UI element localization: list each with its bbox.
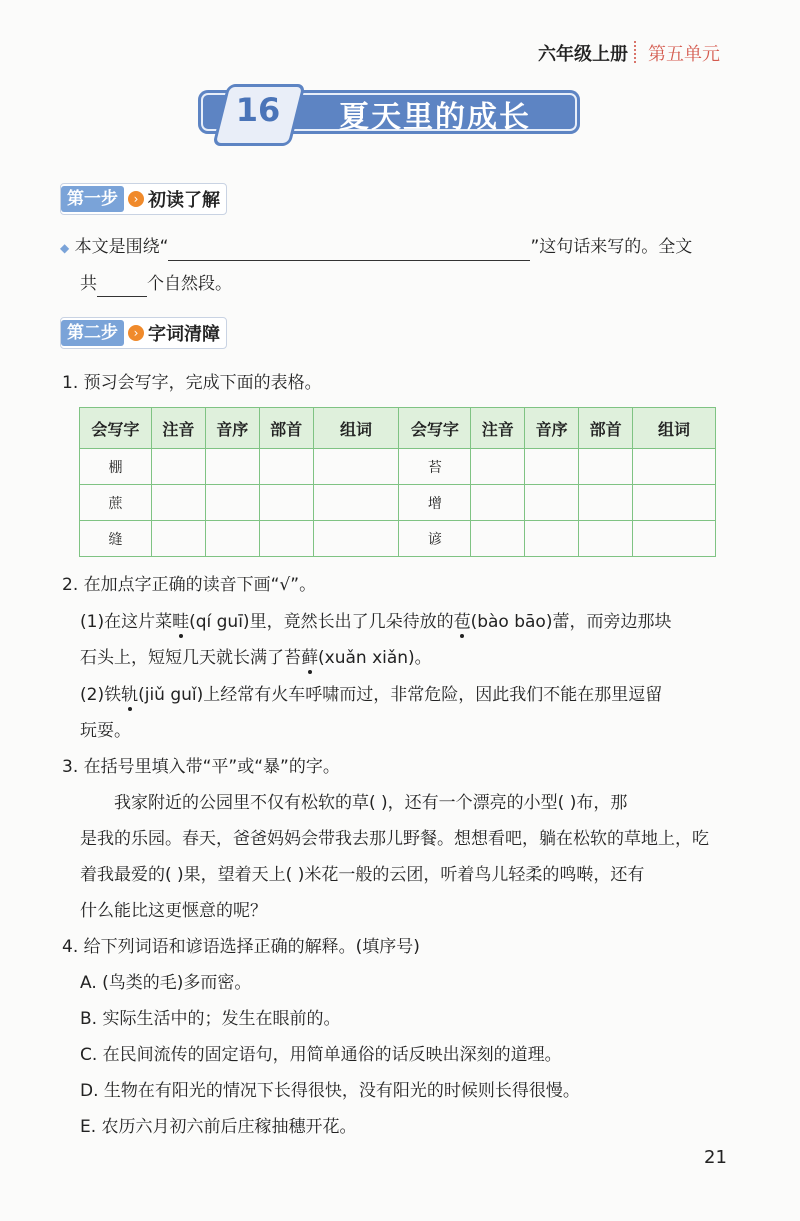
answer-cell[interactable] (205, 485, 259, 521)
answer-cell[interactable] (151, 521, 205, 557)
q4-option: C. 在民间流传的固定语句，用简单通俗的话反映出深刻的道理。 (80, 1045, 562, 1065)
chevron-right-icon: › (128, 191, 144, 207)
step2-tag: 第二步 (61, 320, 124, 346)
dotted-char: 畦 (172, 612, 190, 632)
answer-cell[interactable] (313, 449, 399, 485)
table-header-cell: 组词 (313, 408, 399, 449)
step1-header (60, 183, 227, 215)
table-row (80, 449, 716, 485)
table-header-cell: 会写字 (80, 408, 152, 449)
q4-option: A. (鸟类的毛)多而密。 (80, 973, 252, 993)
step1-label: 初读了解 (148, 190, 220, 211)
q4-option: D. 生物在有阳光的情况下长得很快，没有阳光的时候则长得很慢。 (80, 1081, 580, 1101)
q3-passage-line2: 是我的乐园。春天，爸爸妈妈会带我去那儿野餐。想想看吧，躺在松软的草地上，吃 (80, 829, 709, 849)
q4-prompt: 4. 给下列词语和谚语选择正确的解释。(填序号) (62, 937, 420, 957)
answer-cell[interactable] (525, 521, 579, 557)
q3-passage-line3: 着我最爱的( )果，望着天上( )米花一般的云团，听着鸟儿轻柔的鸣啭，还有 (80, 865, 645, 885)
answer-cell[interactable] (471, 449, 525, 485)
answer-cell[interactable] (259, 521, 313, 557)
table-header-cell: 音序 (525, 408, 579, 449)
answer-cell[interactable] (259, 485, 313, 521)
step1-tag: 第一步 (61, 186, 124, 212)
q2-item1-line1: (1)在这片菜畦(qí guī)里，竟然长出了几朵待放的苞(bào bāo)蕾，而旁边那块 (80, 612, 672, 632)
table-header-cell: 注音 (471, 408, 525, 449)
step2-header (60, 317, 227, 349)
fill-blank-paragraph-count[interactable] (97, 278, 147, 297)
answer-cell[interactable] (633, 449, 716, 485)
q3-passage-line1: 我家附近的公园里不仅有松软的草( )，还有一个漂亮的小型( )布，那 (114, 793, 628, 813)
q4-option: E. 农历六月初六前后庄稼抽穗开花。 (80, 1117, 357, 1137)
answer-cell[interactable] (313, 485, 399, 521)
table-header-row (80, 408, 716, 449)
answer-cell[interactable] (579, 449, 633, 485)
diamond-bullet-icon: ◆ (60, 241, 70, 255)
table-header-cell: 组词 (633, 408, 716, 449)
answer-cell[interactable] (633, 521, 716, 557)
char-cell: 缝 (80, 521, 152, 557)
lesson-number: 16 (235, 91, 281, 129)
q4-option: B. 实际生活中的；发生在眼前的。 (80, 1009, 341, 1029)
table-row (80, 485, 716, 521)
answer-cell[interactable] (525, 449, 579, 485)
char-cell: 增 (399, 485, 471, 521)
table-header-cell: 音序 (205, 408, 259, 449)
table-header-cell: 部首 (579, 408, 633, 449)
fill-blank-sentence[interactable] (168, 242, 530, 261)
answer-cell[interactable] (205, 449, 259, 485)
answer-cell[interactable] (205, 521, 259, 557)
dotted-char: 藓 (301, 648, 318, 668)
step2-label: 字词清障 (148, 324, 220, 345)
dotted-char: 苞 (453, 612, 471, 632)
answer-cell[interactable] (259, 449, 313, 485)
answer-cell[interactable] (579, 485, 633, 521)
answer-cell[interactable] (313, 521, 399, 557)
table-header-cell: 会写字 (399, 408, 471, 449)
dotted-char: 轨 (121, 685, 139, 705)
chevron-right-icon: › (128, 325, 144, 341)
char-cell: 蔗 (80, 485, 152, 521)
answer-cell[interactable] (579, 521, 633, 557)
table-header-cell: 注音 (151, 408, 205, 449)
q3-passage-line4: 什么能比这更惬意的呢？ (80, 901, 267, 921)
char-cell: 苔 (399, 449, 471, 485)
answer-cell[interactable] (471, 521, 525, 557)
table-row (80, 521, 716, 557)
q2-prompt: 2. 在加点字正确的读音下画“√”。 (62, 575, 317, 595)
page-number: 21 (704, 1147, 727, 1168)
q2-item1-line2: 石头上，短短几天就长满了苔藓(xuǎn xiǎn)。 (80, 648, 432, 668)
header-grade: 六年级上册 (538, 44, 628, 65)
char-cell: 棚 (80, 449, 152, 485)
header-separator (634, 41, 638, 63)
q2-item2-line1: (2)铁轨(jiǔ guǐ)上经常有火车呼啸而过，非常危险，因此我们不能在那里逗留 (80, 685, 663, 705)
answer-cell[interactable] (525, 485, 579, 521)
vocab-table (79, 407, 716, 557)
table-header-cell: 部首 (259, 408, 313, 449)
q3-prompt: 3. 在括号里填入带“平”或“暴”的字。 (62, 757, 340, 777)
lesson-title: 夏天里的成长 (339, 100, 531, 135)
answer-cell[interactable] (151, 485, 205, 521)
answer-cell[interactable] (471, 485, 525, 521)
answer-cell[interactable] (633, 485, 716, 521)
q2-item2-line2: 玩耍。 (80, 721, 131, 741)
step1-line2: 共 个自然段。 (80, 271, 232, 297)
step1-line1: ◆ 本文是围绕“ ”这句话来写的。全文 (60, 234, 740, 261)
char-cell: 谚 (399, 521, 471, 557)
header-unit: 第五单元 (648, 44, 720, 65)
q1-prompt: 1. 预习会写字，完成下面的表格。 (62, 373, 322, 393)
answer-cell[interactable] (151, 449, 205, 485)
